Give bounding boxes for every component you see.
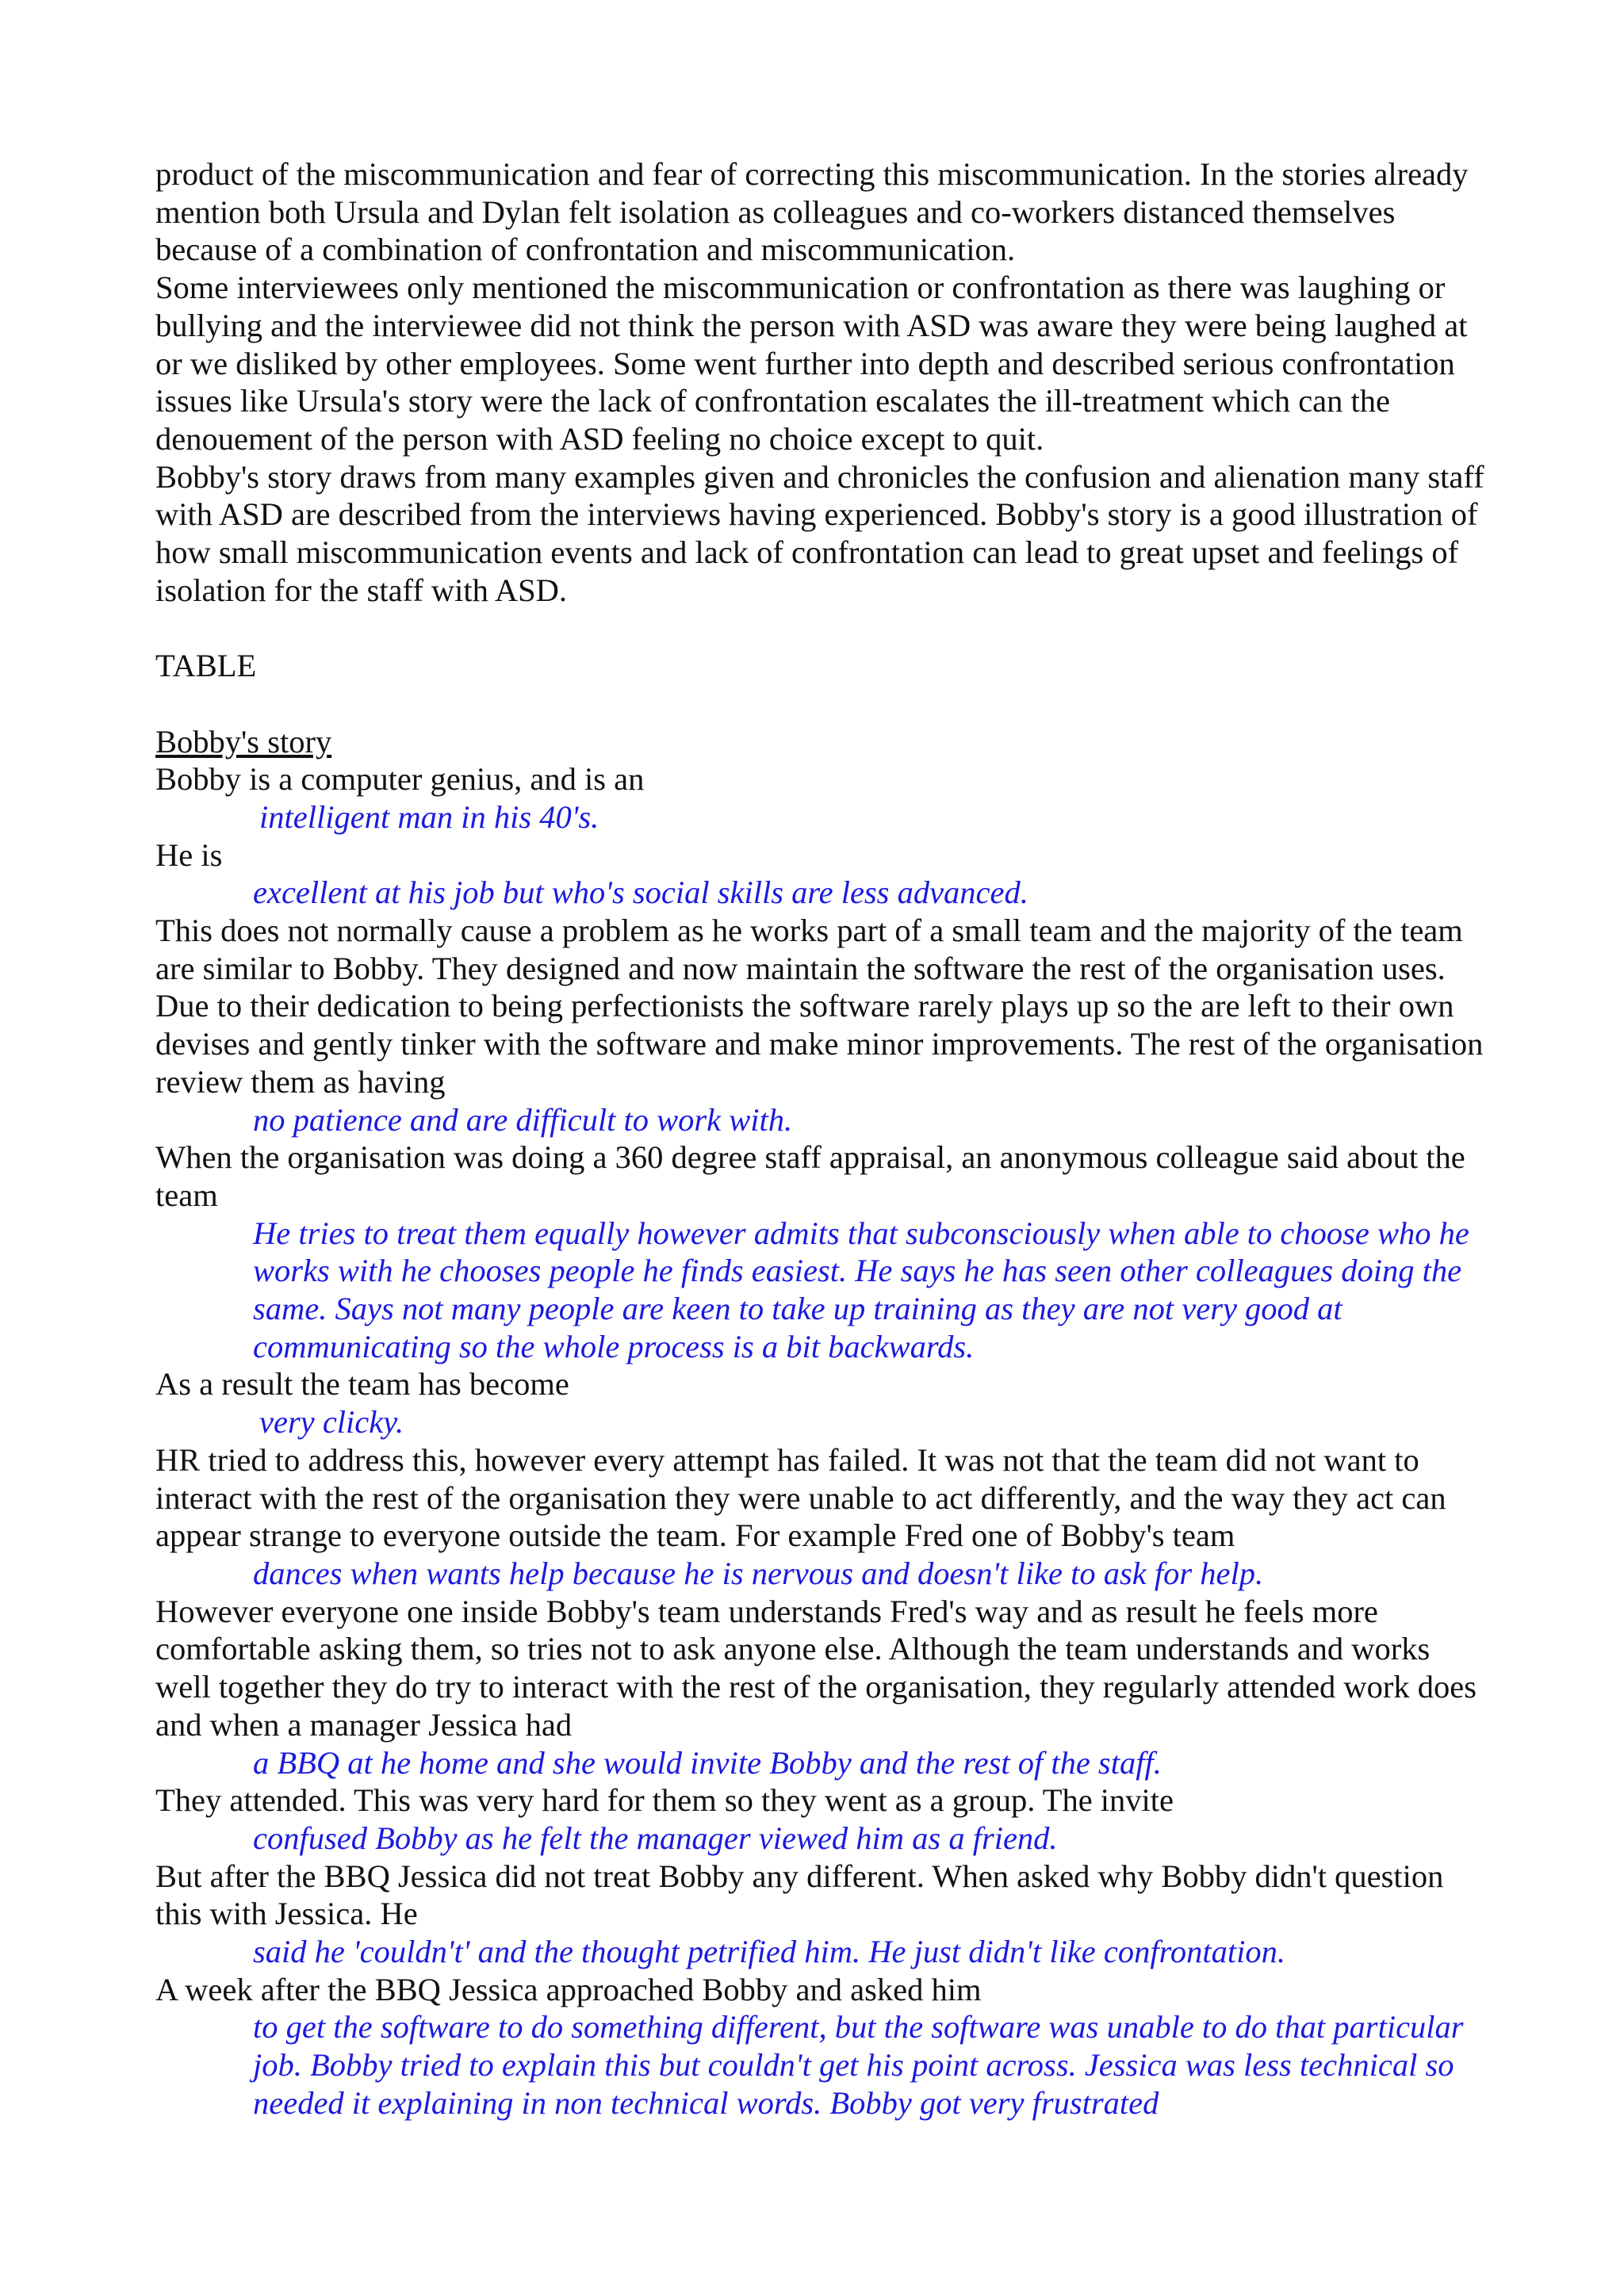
story-title: Bobby's story xyxy=(155,723,332,760)
story-text: As a result the team has become xyxy=(155,1366,569,1402)
story-heading xyxy=(155,723,1488,761)
spacer xyxy=(155,609,1488,647)
story-text: This does not normally cause a problem as he works part of a small team and the majority of the team are similar to Bobby. They designed and now maintain the software the rest of the organisation uses. Due to their dedication to being perfectionists the software rarely plays up so the are left to their own devises and gently tinker with the software and make minor improvements. The rest of the organisation review them as having xyxy=(155,913,1484,1100)
story-text: But after the BBQ Jessica did not treat Bobby any different. When asked why Bobby didn't question this with Jessica. He xyxy=(155,1858,1444,1932)
story-quote: very clicky. xyxy=(259,1404,404,1441)
story-quote: He tries to treat them equally however admits that subconsciously when able to choose who he works with he chooses people he finds easiest. He says he has seen other colleagues doing the same. Says not many people are keen to take up training as they are not very good at communicating so the whole process is a bit backwards. xyxy=(253,1215,1469,1364)
story-text: He is xyxy=(155,836,223,873)
intro-paragraph-3: Bobby's story draws from many examples given and chronicles the confusion and alienation many staff with ASD are described from the interviews having experienced. Bobby's story is a good illustration of how small miscommunication events and lack of confrontation can lead to great upset and feelings of isolation for the staff with ASD. xyxy=(155,458,1484,608)
story-text: Bobby is a computer genius, and is an xyxy=(155,761,645,798)
spacer xyxy=(155,685,1488,723)
story-text: However everyone one inside Bobby's team understands Fred's way and as result he feels more comfortable asking them, so tries not to ask anyone else. Although the team understands and works well together they do try to interact with the rest of the organisation, they regularly attended work does and when a manager Jessica had xyxy=(155,1593,1477,1743)
table-placeholder-label: TABLE xyxy=(155,648,257,684)
story-text: When the organisation was doing a 360 degree staff appraisal, an anonymous colleague said about the team xyxy=(155,1139,1465,1213)
story-quote: confused Bobby as he felt the manager viewed him as a friend. xyxy=(253,1820,1058,1856)
intro-paragraph-1: product of the miscommunication and fear of correcting this miscommunication. In the stories already mention both Ursula and Dylan felt isolation as colleagues and co-workers distanced themselves because of a combination of confrontation and miscommunication. xyxy=(155,156,1469,268)
story-quote: dances when wants help because he is nervous and doesn't like to ask for help. xyxy=(253,1555,1264,1591)
story-quote: to get the software to do something different, but the software was unable to do that particular job. Bobby tried to explain this but couldn't get his point across. Jessica was less technical so needed it explaining in non technical words. Bobby got very frustrated xyxy=(253,2009,1464,2121)
story-text: HR tried to address this, however every attempt has failed. It was not that the team did not want to interact with the rest of the organisation they were unable to act differently, and the way they act can appear strange to everyone outside the team. For example Fred one of Bobby's team xyxy=(155,1441,1446,1554)
story-quote: said he 'couldn't' and the thought petrified him. He just didn't like confrontation. xyxy=(253,1934,1286,1970)
story-quote: excellent at his job but who's social skills are less advanced. xyxy=(253,874,1028,911)
intro-paragraph-2: Some interviewees only mentioned the miscommunication or confrontation as there was laughing or bullying and the interviewee did not think the person with ASD was aware they were being laughed at or we disliked by other employees. Some went further into depth and described serious confrontation issues like Ursula's story were the lack of confrontation escalates the ill-treatment which can the denouement of the person with ASD feeling no choice except to quit. xyxy=(155,270,1468,457)
document-page xyxy=(155,155,1488,2122)
story-quote: a BBQ at he home and she would invite Bobby and the rest of the staff. xyxy=(253,1744,1162,1781)
story-quote: intelligent man in his 40's. xyxy=(259,798,599,835)
story-text: They attended. This was very hard for them so they went as a group. The invite xyxy=(155,1782,1174,1819)
story-text: A week after the BBQ Jessica approached Bobby and asked him xyxy=(155,1971,982,2007)
story-quote: no patience and are difficult to work with. xyxy=(253,1101,793,1138)
